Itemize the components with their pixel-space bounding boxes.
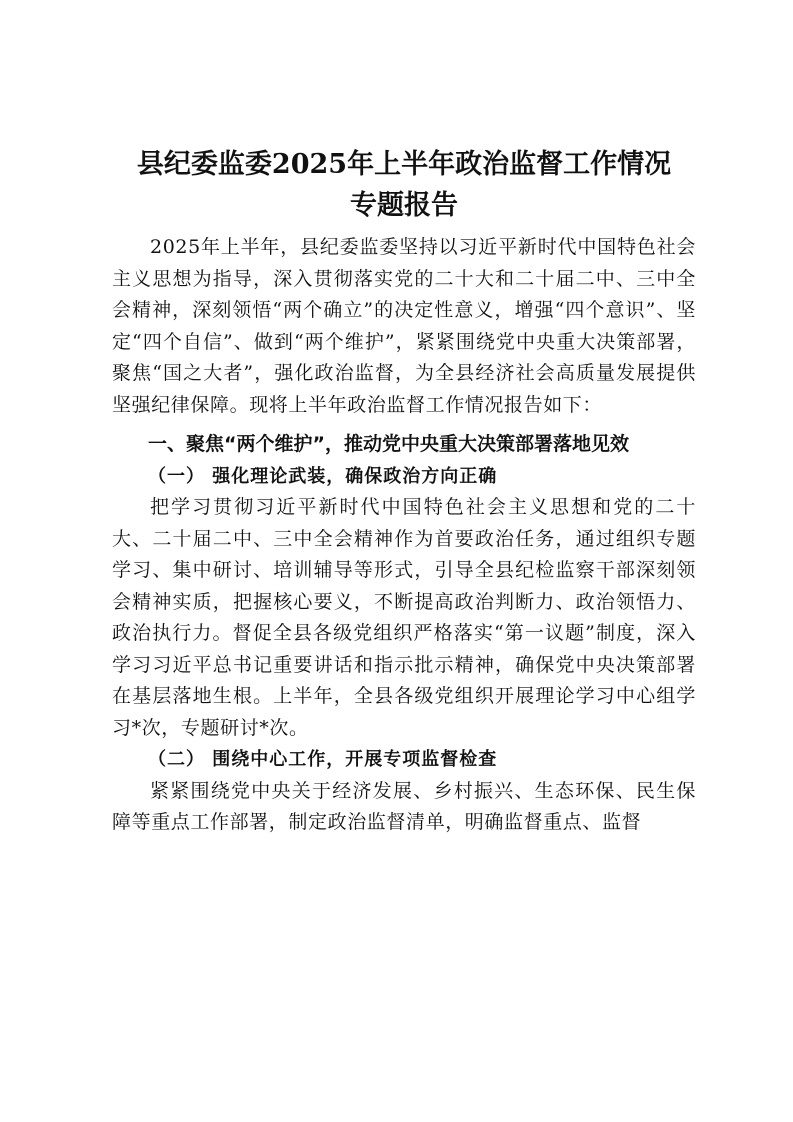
subsection-1-body: 把学习贯彻习近平新时代中国特色社会主义思想和党的二十大、二十届二中、三中全会精神作为首要政治任务，通过组织专题学习、集中研讨、培训辅导等形式，引导全县纪检监察干部深刻领会精神实质，把握核心要义，不断提高政治判断力、政治领悟力、政治执行力。督促全县各级党组织严格落实“第一议题”制度，深入学习习近平总书记重要讲话和指示批示精神，确保党中央决策部署在基层落地生根。上半年，全县各级党组织开展理论学习中心组学习*次，专题研讨*次。 [112, 496, 696, 739]
section-1-heading: 一、聚焦“两个维护”，推动党中央重大决策部署落地见效 [148, 433, 629, 455]
subsection-2-body: 紧紧围绕党中央关于经济发展、乡村振兴、生态环保、民生保障等重点工作部署，制定政治监督清单，明确监督重点、监督 [112, 779, 696, 833]
document-page [112, 144, 696, 839]
title-line-2: 专题报告 [350, 190, 458, 221]
intro-paragraph: 2025年上半年，县纪委监委坚持以习近平新时代中国特色社会主义思想为指导，深入贯彻落实党的二十大和二十届二中、三中全会精神，深刻领悟“两个确立”的决定性意义，增强“四个意识”、坚定“四个自信”、做到“两个维护”，紧紧围绕党中央重大决策部署，聚焦“国之大者”，强化政治监督，为全县经济社会高质量发展提供坚强纪律保障。现将上半年政治监督工作情况报告如下： [112, 236, 696, 416]
document-title [112, 144, 696, 226]
subsection-1-heading: （一） 强化理论武装，确保政治方向正确 [148, 465, 498, 487]
title-line-1: 县纪委监委2025年上半年政治监督工作情况 [136, 149, 672, 180]
subsection-2-heading: （二） 围绕中心工作，开展专项监督检查 [148, 749, 498, 770]
